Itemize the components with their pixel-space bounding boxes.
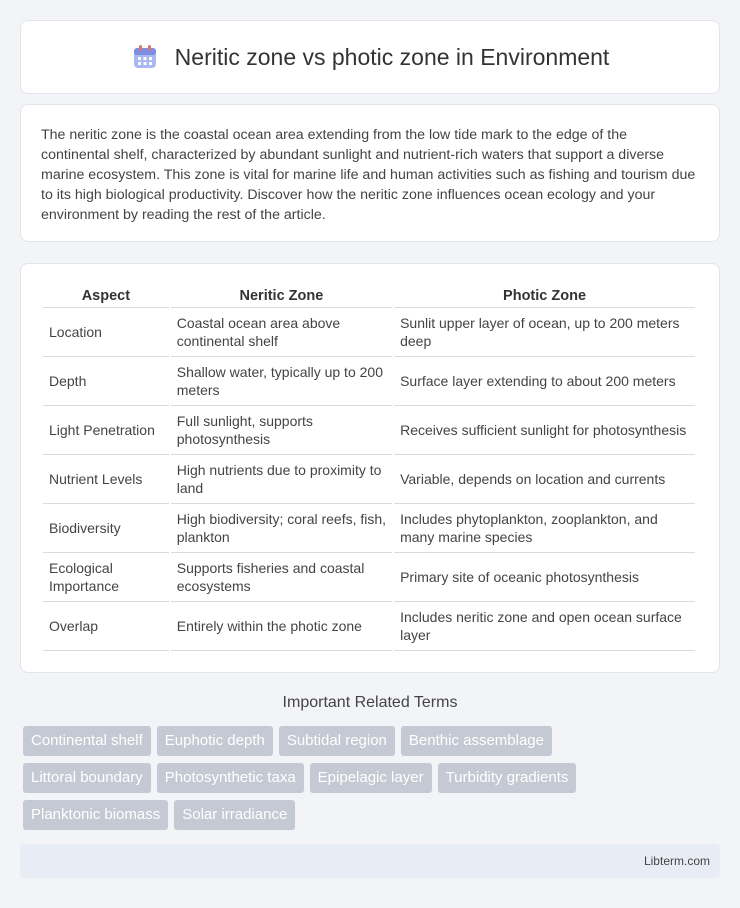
tag-littoral-boundary[interactable]: Littoral boundary bbox=[23, 763, 151, 793]
table-row bbox=[43, 308, 695, 357]
cell-photic: Primary site of oceanic photosynthesis bbox=[394, 553, 695, 602]
related-terms-title: Important Related Terms bbox=[282, 694, 458, 711]
cell-aspect: Overlap bbox=[43, 602, 169, 651]
cell-aspect: Depth bbox=[43, 357, 169, 406]
comparison-card bbox=[20, 263, 720, 673]
cell-neritic: Supports fisheries and coastal ecosystems bbox=[171, 553, 392, 602]
cell-neritic: Coastal ocean area above continental shelf bbox=[171, 308, 392, 357]
cell-photic: Variable, depends on location and currents bbox=[394, 455, 695, 504]
tag-row bbox=[23, 726, 723, 756]
cell-photic: Sunlit upper layer of ocean, up to 200 meters deep bbox=[394, 308, 695, 357]
title-wrap bbox=[131, 43, 610, 71]
footer bbox=[20, 844, 720, 878]
cell-neritic: Shallow water, typically up to 200 meters bbox=[171, 357, 392, 406]
calendar-icon bbox=[131, 43, 159, 71]
tag-euphotic-depth[interactable]: Euphotic depth bbox=[157, 726, 273, 756]
comparison-table bbox=[41, 286, 697, 651]
table-row bbox=[43, 504, 695, 553]
tag-continental-shelf[interactable]: Continental shelf bbox=[23, 726, 151, 756]
cell-photic: Includes neritic zone and open ocean surface layer bbox=[394, 602, 695, 651]
table-row bbox=[43, 602, 695, 651]
cell-aspect: Biodiversity bbox=[43, 504, 169, 553]
intro-card bbox=[20, 104, 720, 242]
tag-epipelagic-layer[interactable]: Epipelagic layer bbox=[310, 763, 432, 793]
table-row bbox=[43, 455, 695, 504]
intro-text: The neritic zone is the coastal ocean area extending from the low tide mark to the edge of the continental shelf, characterized by abundant sunlight and nutrient-rich waters that support a diverse marine ecosystem. This zone is vital for marine life and human activities such as fishing and tourism due to its high biological productivity. Discover how the neritic zone influences ocean ecology and your environment by reading the rest of the article. bbox=[41, 127, 696, 223]
tag-row bbox=[23, 800, 723, 830]
cell-neritic: Full sunlight, supports photosynthesis bbox=[171, 406, 392, 455]
table-row bbox=[43, 553, 695, 602]
table-header-row bbox=[43, 286, 695, 308]
header-aspect: Aspect bbox=[43, 286, 169, 308]
cell-aspect: Nutrient Levels bbox=[43, 455, 169, 504]
cell-neritic: High biodiversity; coral reefs, fish, plankton bbox=[171, 504, 392, 553]
tag-solar-irradiance[interactable]: Solar irradiance bbox=[174, 800, 295, 830]
cell-aspect: Light Penetration bbox=[43, 406, 169, 455]
cell-photic: Surface layer extending to about 200 meters bbox=[394, 357, 695, 406]
footer-site-link[interactable]: Libterm.com bbox=[643, 854, 710, 868]
cell-photic: Receives sufficient sunlight for photosynthesis bbox=[394, 406, 695, 455]
cell-photic: Includes phytoplankton, zooplankton, and many marine species bbox=[394, 504, 695, 553]
header-neritic-zone: Neritic Zone bbox=[171, 286, 392, 308]
cell-neritic: Entirely within the photic zone bbox=[171, 602, 392, 651]
page-title: Neritic zone vs photic zone in Environment bbox=[174, 43, 610, 70]
tag-benthic-assemblage[interactable]: Benthic assemblage bbox=[401, 726, 552, 756]
tag-row bbox=[23, 763, 723, 793]
header-photic-zone: Photic Zone bbox=[394, 286, 695, 308]
tag-planktonic-biomass[interactable]: Planktonic biomass bbox=[23, 800, 168, 830]
cell-neritic: High nutrients due to proximity to land bbox=[171, 455, 392, 504]
tag-photosynthetic-taxa[interactable]: Photosynthetic taxa bbox=[157, 763, 304, 793]
tag-subtidal-region[interactable]: Subtidal region bbox=[279, 726, 395, 756]
table-row bbox=[43, 406, 695, 455]
cell-aspect: Location bbox=[43, 308, 169, 357]
table-row bbox=[43, 357, 695, 406]
header-card bbox=[20, 20, 720, 94]
tag-turbidity-gradients[interactable]: Turbidity gradients bbox=[438, 763, 577, 793]
related-terms-list bbox=[23, 726, 723, 837]
cell-aspect: Ecological Importance bbox=[43, 553, 169, 602]
